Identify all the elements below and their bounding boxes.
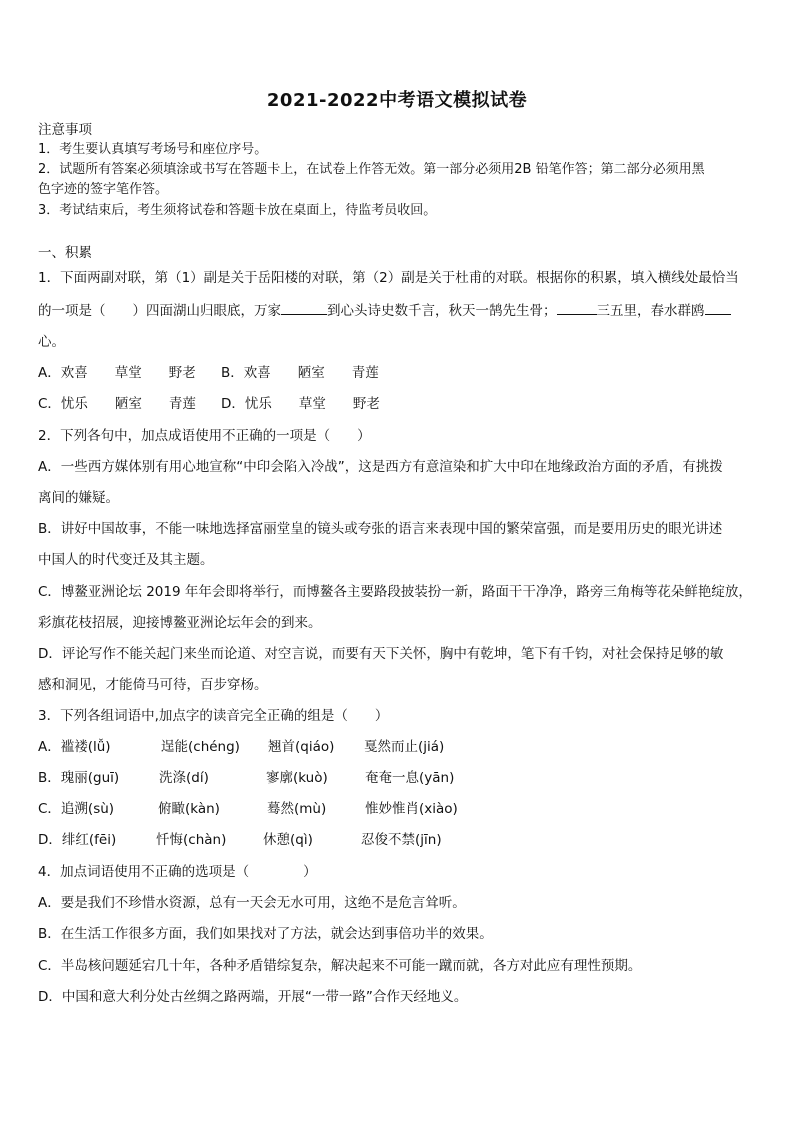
q4-stem: 4．加点词语使用不正确的选项是（ ） bbox=[38, 864, 317, 880]
q3-b-word-1: B．瑰丽(guī) bbox=[38, 770, 120, 786]
q3-stem: 3．下列各组词语中,加点字的读音完全正确的组是（ ） bbox=[38, 708, 389, 724]
q4-option-a: A．要是我们不珍惜水资源，总有一天会无水可用，这绝不是危言耸听。 bbox=[38, 895, 466, 911]
q4-option-b: B．在生活工作很多方面，我们如果找对了方法，就会达到事倍功半的效果。 bbox=[38, 926, 493, 942]
q3-c-word-4: 惟妙惟肖(xiào) bbox=[365, 801, 458, 817]
q2-option-c: C．博鳌亚洲论坛 2019 年年会即将举行，而博鳌各主要路段披装扮一新，路面干干净净，路旁三角梅等花朵鲜艳绽放， bbox=[38, 584, 752, 600]
notice-item-2-cont: 色字迹的签字笔作答。 bbox=[38, 182, 169, 197]
q2-option-a-cont: 离间的嫌疑。 bbox=[38, 490, 119, 506]
q3-b-word-3: 寥廓(kuò) bbox=[266, 770, 328, 786]
q3-a-word-3: 翘首(qiáo) bbox=[268, 739, 335, 755]
q1-couplet-line bbox=[38, 300, 758, 321]
q1-blank-1 bbox=[281, 300, 327, 315]
q3-d-word-3: 休憩(qì) bbox=[263, 832, 313, 848]
section-heading: 一、积累 bbox=[38, 245, 92, 261]
q2-option-b-cont: 中国人的时代变迁及其主题。 bbox=[38, 552, 214, 568]
q4-option-d: D．中国和意大利分处古丝绸之路两端，开展“一带一路”合作天经地义。 bbox=[38, 989, 468, 1005]
q1-option-a: A．欢喜 草堂 野老 bbox=[38, 365, 196, 381]
q1-option-c: C．忧乐 陋室 青莲 bbox=[38, 396, 196, 412]
q2-option-c-cont: 彩旗花枝招展，迎接博鳌亚洲论坛年会的到来。 bbox=[38, 615, 322, 631]
exam-title: 2021-2022中考语文模拟试卷 bbox=[266, 90, 528, 111]
q1-options-cd bbox=[38, 394, 758, 414]
q3-c-word-3: 蓦然(mù) bbox=[267, 801, 327, 817]
q4-option-c: C．半岛核问题延宕几十年，各种矛盾错综复杂，解决起来不可能一蹴而就，各方对此应有理性预期。 bbox=[38, 958, 642, 974]
q2-option-d-cont: 感和洞见，才能倚马可待，百步穿杨。 bbox=[38, 677, 268, 693]
q3-c-word-2: 俯瞰(kàn) bbox=[158, 801, 220, 817]
q3-option-b bbox=[38, 768, 758, 788]
q3-a-word-4: 戛然而止(jiá) bbox=[364, 739, 445, 755]
q1-option-d: D．忧乐 草堂 野老 bbox=[221, 396, 380, 412]
notice-heading: 注意事项 bbox=[38, 122, 92, 138]
q3-option-d bbox=[38, 830, 758, 850]
q3-d-word-1: D．绯红(fēi) bbox=[38, 832, 117, 848]
q3-option-a bbox=[38, 737, 758, 757]
q3-d-word-4: 忍俊不禁(jīn) bbox=[361, 832, 442, 848]
q1-text-b: 到心头诗史数千言，秋天一鹄先生骨； bbox=[327, 303, 557, 319]
q1-blank-3 bbox=[705, 300, 731, 315]
q2-stem: 2．下列各句中，加点成语使用不正确的一项是（ ） bbox=[38, 428, 371, 444]
notice-item-2: 2．试题所有答案必须填涂或书写在答题卡上，在试卷上作答无效。第一部分必须用2B 铅笔作答；第二部分必须用黑 bbox=[38, 162, 705, 177]
q3-c-word-1: C．追溯(sù) bbox=[38, 801, 115, 817]
q1-stem: 1．下面两副对联，第（1）副是关于岳阳楼的对联，第（2）副是关于杜甫的对联。根据你的积累，填入横线处最恰当 bbox=[38, 270, 739, 286]
q3-b-word-2: 洗涤(dí) bbox=[159, 770, 209, 786]
q3-d-word-2: 忏悔(chàn) bbox=[156, 832, 227, 848]
q2-option-a: A．一些西方媒体别有用心地宣称“中印会陷入冷战”，这是西方有意渲染和扩大中印在地缘政治方面的矛盾，有挑拨 bbox=[38, 459, 723, 475]
q3-b-word-4: 奄奄一息(yān) bbox=[365, 770, 455, 786]
q2-option-b: B．讲好中国故事，不能一味地选择富丽堂皇的镜头或夸张的语言来表现中国的繁荣富强，而是要用历史的眼光讲述 bbox=[38, 521, 723, 537]
q1-text-c: 三五里，春水群鸥 bbox=[596, 303, 705, 319]
q1-text-a: 的一项是（ ）四面湖山归眼底，万家 bbox=[38, 303, 281, 319]
q3-option-c bbox=[38, 799, 758, 819]
notice-item-3: 3．考试结束后，考生须将试卷和答题卡放在桌面上，待监考员收回。 bbox=[38, 203, 437, 218]
q1-blank-2 bbox=[557, 300, 597, 315]
q1-option-b: B．欢喜 陋室 青莲 bbox=[221, 365, 379, 381]
q1-line3: 心。 bbox=[38, 334, 65, 350]
notice-item-1: 1．考生要认真填写考场号和座位序号。 bbox=[38, 142, 268, 157]
q3-a-word-1: A．褴褛(lǚ) bbox=[38, 739, 111, 755]
q1-options-ab bbox=[38, 363, 758, 383]
q2-option-d: D．评论写作不能关起门来坐而论道、对空言说，而要有天下关怀，胸中有乾坤，笔下有千钧，对社会保持足够的敏 bbox=[38, 646, 724, 662]
q3-a-word-2: 逞能(chéng) bbox=[161, 739, 240, 755]
